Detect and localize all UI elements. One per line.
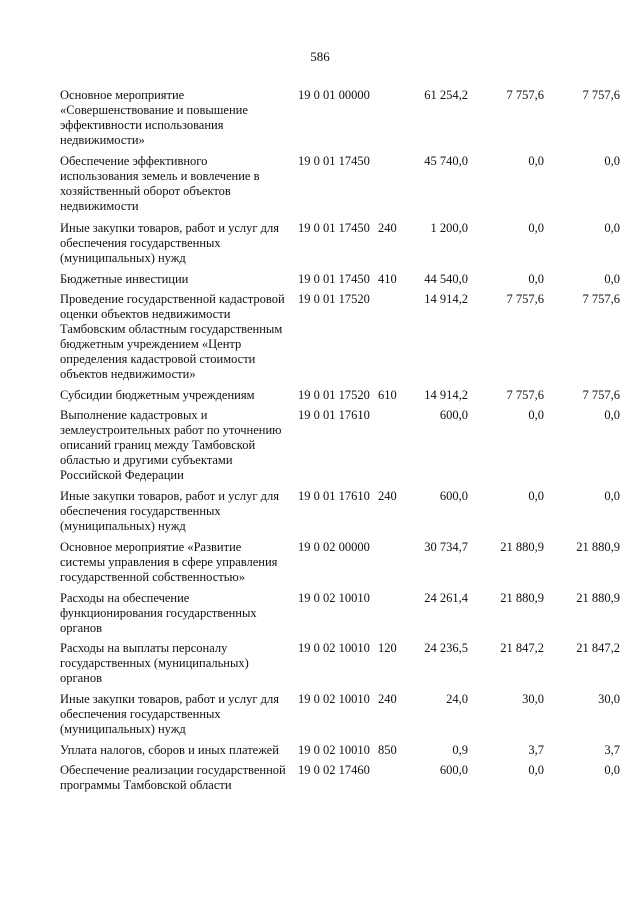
- row-code: 19 0 01 17450: [298, 221, 370, 235]
- row-value-2: 30,0: [522, 692, 544, 706]
- row-name: Бюджетные инвестиции: [60, 272, 189, 286]
- table-row: [60, 763, 620, 793]
- row-value-1: 44 540,0: [424, 272, 468, 286]
- row-value-3: 3,7: [604, 743, 620, 757]
- row-name: Иные закупки товаров, работ и услуг для обеспечения государственных (муниципальных) нужд: [60, 489, 280, 533]
- row-name: Уплата налогов, сборов и иных платежей: [60, 743, 279, 757]
- table-row: [60, 408, 620, 483]
- table-row: [60, 388, 620, 403]
- row-value-3: 30,0: [598, 692, 620, 706]
- row-value-2: 0,0: [528, 221, 544, 235]
- row-value-3: 7 757,6: [582, 388, 620, 402]
- row-value-3: 0,0: [604, 763, 620, 777]
- row-value-2: 21 847,2: [500, 641, 544, 655]
- row-value-2: 0,0: [528, 489, 544, 503]
- row-name: Основное мероприятие «Развитие системы управления в сфере управления государственной собственностью»: [60, 540, 278, 584]
- budget-table: [60, 88, 620, 793]
- table-row: [60, 641, 620, 686]
- row-name: Обеспечение эффективного использования земель и вовлечение в хозяйственный оборот объектов недвижимости: [60, 154, 260, 213]
- row-value-2: 0,0: [528, 763, 544, 777]
- row-expense-type: 240: [378, 692, 397, 706]
- row-value-1: 14 914,2: [424, 292, 468, 306]
- table-row: [60, 540, 620, 585]
- page-number: 586: [310, 49, 330, 64]
- table-row: [60, 221, 620, 266]
- row-value-2: 7 757,6: [506, 292, 544, 306]
- row-code: 19 0 02 10010: [298, 641, 370, 655]
- row-code: 19 0 02 10010: [298, 692, 370, 706]
- row-expense-type: 610: [378, 388, 397, 402]
- row-value-2: 3,7: [528, 743, 544, 757]
- row-value-2: 0,0: [528, 408, 544, 422]
- row-code: 19 0 01 00000: [298, 88, 370, 102]
- row-value-1: 14 914,2: [424, 388, 468, 402]
- row-code: 19 0 02 00000: [298, 540, 370, 554]
- row-value-1: 30 734,7: [424, 540, 468, 554]
- row-value-3: 0,0: [604, 221, 620, 235]
- row-name: Расходы на обеспечение функционирования государственных органов: [60, 591, 257, 635]
- row-value-1: 600,0: [439, 489, 468, 503]
- row-value-2: 0,0: [528, 272, 544, 286]
- row-name: Субсидии бюджетным учреждениям: [60, 388, 255, 402]
- row-value-3: 0,0: [604, 272, 620, 286]
- table-row: [60, 88, 620, 148]
- row-name: Иные закупки товаров, работ и услуг для обеспечения государственных (муниципальных) нужд: [60, 692, 280, 736]
- row-value-1: 45 740,0: [424, 154, 468, 168]
- row-value-3: 21 880,9: [576, 540, 620, 554]
- row-name: Иные закупки товаров, работ и услуг для обеспечения государственных (муниципальных) нужд: [60, 221, 280, 265]
- row-value-3: 0,0: [604, 408, 620, 422]
- row-value-3: 0,0: [604, 154, 620, 168]
- row-code: 19 0 01 17520: [298, 388, 370, 402]
- row-value-2: 21 880,9: [500, 540, 544, 554]
- row-code: 19 0 02 17460: [298, 763, 370, 777]
- row-code: 19 0 01 17610: [298, 408, 370, 422]
- row-expense-type: 120: [378, 641, 397, 655]
- table-row: [60, 743, 620, 758]
- row-value-1: 24 261,4: [424, 591, 468, 605]
- row-value-2: 21 880,9: [500, 591, 544, 605]
- table-row: [60, 591, 620, 636]
- row-value-1: 1 200,0: [430, 221, 468, 235]
- row-value-1: 61 254,2: [424, 88, 468, 102]
- row-value-1: 24,0: [446, 692, 468, 706]
- table-row: [60, 489, 620, 534]
- row-code: 19 0 02 10010: [298, 591, 370, 605]
- row-code: 19 0 01 17450: [298, 154, 370, 168]
- table-row: [60, 692, 620, 737]
- row-name: Расходы на выплаты персоналу государственных (муниципальных) органов: [60, 641, 249, 685]
- row-value-3: 7 757,6: [582, 88, 620, 102]
- row-value-1: 24 236,5: [424, 641, 468, 655]
- row-expense-type: 410: [378, 272, 397, 286]
- table-row: [60, 154, 620, 214]
- row-value-2: 7 757,6: [506, 388, 544, 402]
- row-value-3: 0,0: [604, 489, 620, 503]
- row-code: 19 0 01 17520: [298, 292, 370, 306]
- row-name: Обеспечение реализации государственной программы Тамбовской области: [60, 763, 286, 792]
- row-value-2: 7 757,6: [506, 88, 544, 102]
- row-name: Основное мероприятие «Совершенствование и повышение эффективности использования недвижимости»: [60, 88, 248, 147]
- row-value-3: 7 757,6: [582, 292, 620, 306]
- row-value-1: 600,0: [439, 408, 468, 422]
- row-code: 19 0 02 10010: [298, 743, 370, 757]
- row-value-1: 600,0: [439, 763, 468, 777]
- row-value-2: 0,0: [528, 154, 544, 168]
- row-expense-type: 850: [378, 743, 397, 757]
- row-value-3: 21 847,2: [576, 641, 620, 655]
- table-row: [60, 292, 620, 382]
- table-row: [60, 272, 620, 287]
- row-name: Выполнение кадастровых и землеустроительных работ по уточнению описаний границ между Тамбовской областью и другими субъектами Российской Федерации: [60, 408, 282, 482]
- row-value-1: 0,9: [452, 743, 468, 757]
- row-code: 19 0 01 17610: [298, 489, 370, 503]
- row-code: 19 0 01 17450: [298, 272, 370, 286]
- row-expense-type: 240: [378, 221, 397, 235]
- row-name: Проведение государственной кадастровой оценки объектов недвижимости Тамбовским областным государственным бюджетным учреждением «Центр определения кадастровой стоимости объектов недвижимости»: [60, 292, 285, 381]
- row-expense-type: 240: [378, 489, 397, 503]
- row-value-3: 21 880,9: [576, 591, 620, 605]
